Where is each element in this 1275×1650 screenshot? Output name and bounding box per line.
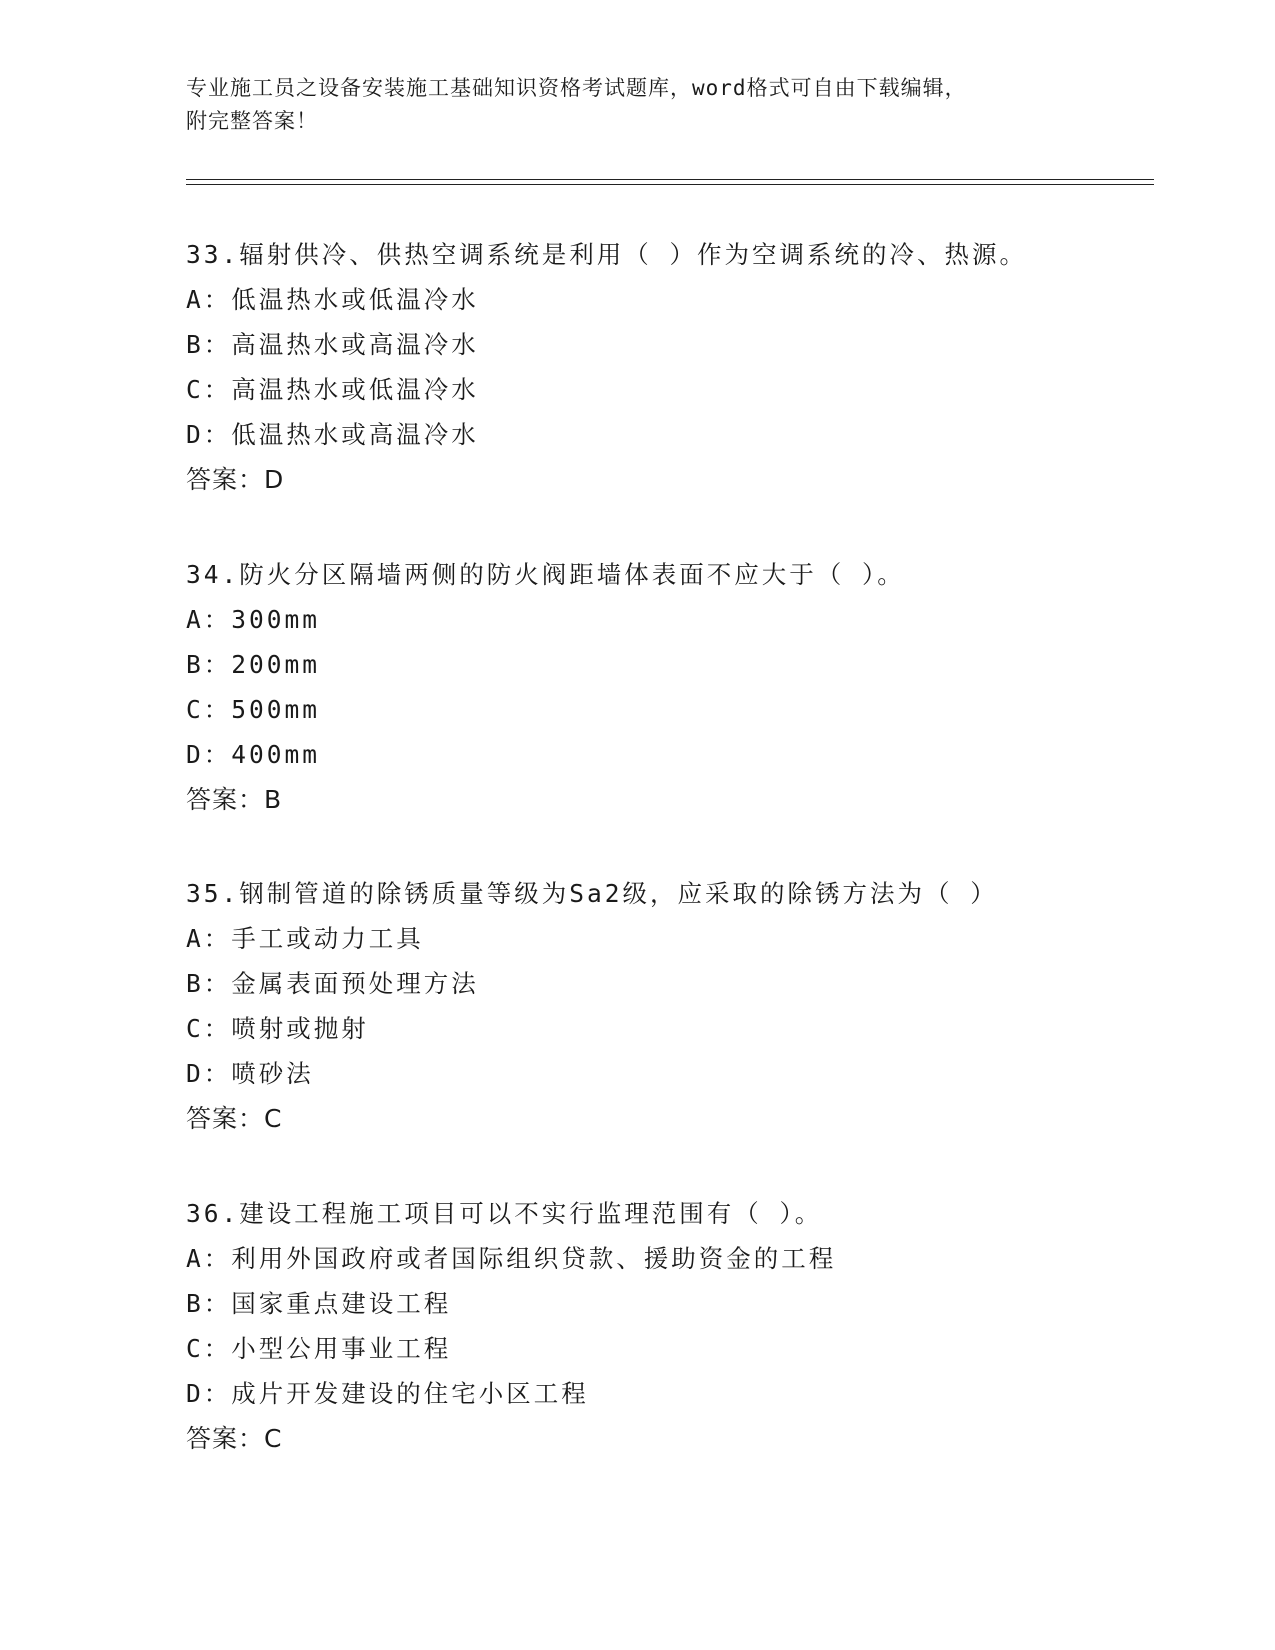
question-34 [186,552,1146,822]
answer-line: 答案：C [186,1424,283,1453]
document-header [186,72,1066,138]
question-36 [186,1191,1146,1461]
question-stem: 34.防火分区隔墙两侧的防火阀距墙体表面不应大于（ ）。 [186,560,905,589]
question-35 [186,871,1146,1141]
option-a: A：手工或动力工具 [186,924,424,953]
answer-line: 答案：C [186,1104,283,1133]
option-d: D：低温热水或高温冷水 [186,420,479,449]
option-c: C：500mm [186,695,321,724]
option-d: D：400mm [186,740,321,769]
option-c: C：喷射或抛射 [186,1014,369,1043]
header-line-2: 附完整答案！ [186,109,318,133]
option-a: A：利用外国政府或者国际组织贷款、援助资金的工程 [186,1244,837,1273]
question-33 [186,232,1146,502]
option-d: D：成片开发建设的住宅小区工程 [186,1379,589,1408]
option-c: C：小型公用事业工程 [186,1334,452,1363]
header-divider-top [186,179,1154,180]
question-stem: 35.钢制管道的除锈质量等级为Sa2级，应采取的除锈方法为（ ） [186,879,998,908]
option-d: D：喷砂法 [186,1059,314,1088]
question-stem: 33.辐射供冷、供热空调系统是利用（ ）作为空调系统的冷、热源。 [186,240,1027,269]
header-line-1: 专业施工员之设备安装施工基础知识资格考试题库，word格式可自由下载编辑， [186,76,967,100]
option-b: B：200mm [186,650,321,679]
header-divider-bottom [186,184,1154,185]
answer-line: 答案：B [186,785,283,814]
option-b: B：金属表面预处理方法 [186,969,479,998]
option-b: B：国家重点建设工程 [186,1289,452,1318]
option-c: C：高温热水或低温冷水 [186,375,479,404]
option-b: B：高温热水或高温冷水 [186,330,479,359]
option-a: A：低温热水或低温冷水 [186,285,479,314]
option-a: A：300mm [186,605,321,634]
answer-line: 答案：D [186,465,285,494]
question-stem: 36.建设工程施工项目可以不实行监理范围有（ ）。 [186,1199,823,1228]
